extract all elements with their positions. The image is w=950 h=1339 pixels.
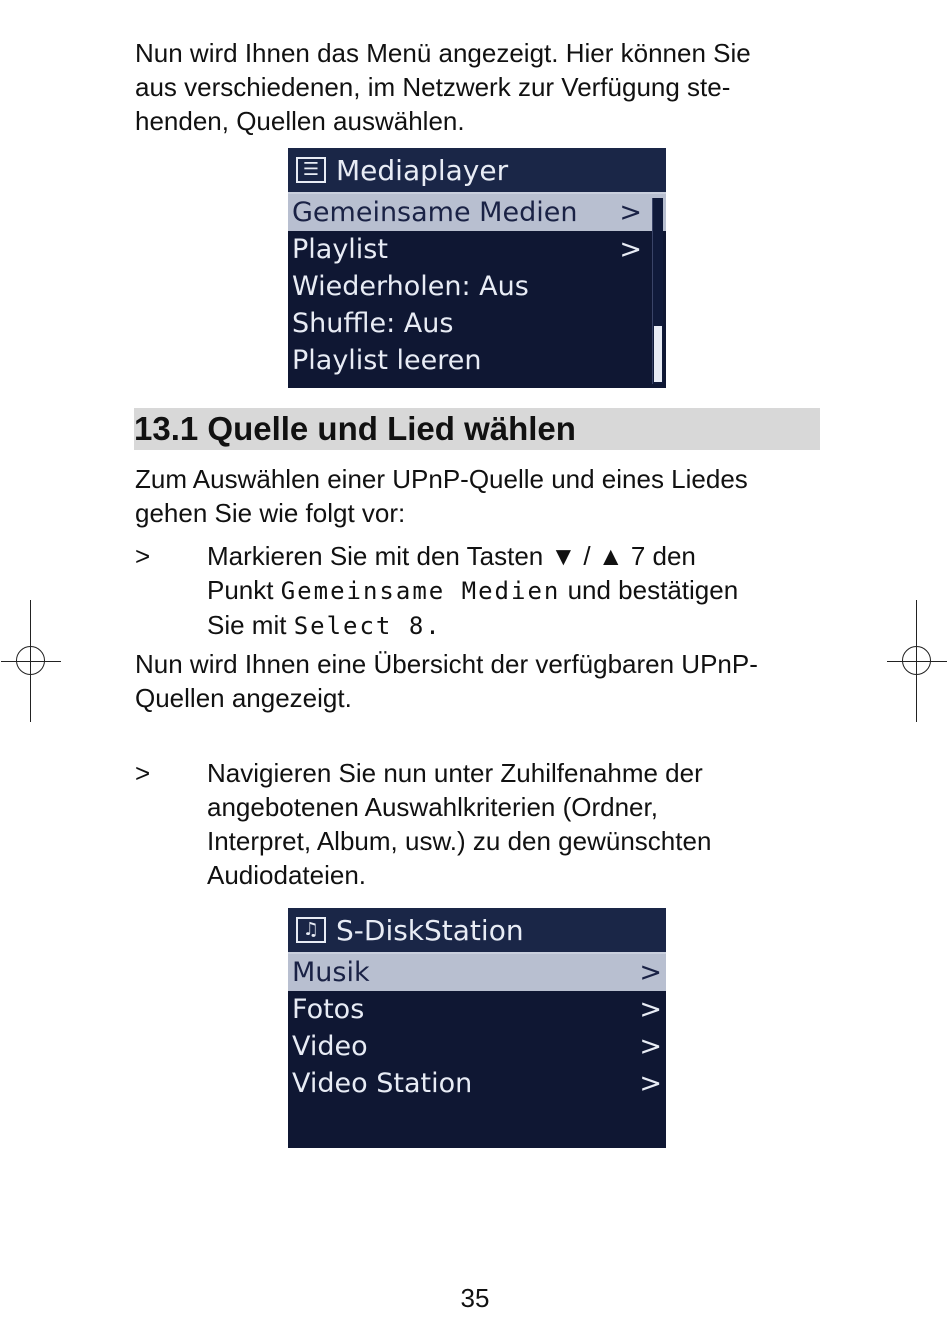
chevron-right-icon: > [639,994,662,1025]
intro-line-2: aus verschiedenen, im Netzwerk zur Verfügung ste- [135,72,731,102]
overview-line-1: Nun wird Ihnen eine Übersicht der verfügbaren UPnP- [135,649,758,679]
menu-item-label: Playlist [292,234,388,265]
menu-item-label: Video [292,1031,368,1062]
music-icon: ♫ [296,917,326,943]
scrollbar[interactable] [652,198,663,384]
page-number: 35 [460,1283,490,1313]
step-1-text [207,539,827,643]
step-1-line-3 [207,608,827,643]
menu-item-gemeinsame-medien[interactable] [288,194,666,231]
list-icon: ☰ [296,157,326,183]
diskstation-titlebar [288,908,666,954]
section-heading: 13.1 Quelle und Lied wählen [134,408,820,450]
menu-item-label: Playlist leeren [292,345,482,376]
menu-item-shuffle[interactable] [288,305,666,342]
section-intro-line-1: Zum Auswählen einer UPnP-Quelle und eines Liedes [135,464,748,494]
step-2-line-3: Interpret, Album, usw.) zu den gewünschten [207,826,712,856]
chevron-right-icon: > [619,197,642,228]
menu-item-video[interactable] [288,1028,666,1065]
step-2-text [207,756,827,892]
menu-item-video-station[interactable] [288,1065,666,1102]
step-1 [135,539,825,641]
mediaplayer-title: Mediaplayer [336,153,509,187]
menu-item-label: Gemeinsame Medien [292,197,578,228]
step-text: und bestätigen [560,575,739,605]
menu-item-label: Shuffle: Aus [292,308,454,339]
menu-item-label: Fotos [292,994,365,1025]
step-2-line-2: angebotenen Auswahlkriterien (Ordner, [207,792,658,822]
intro-line-1: Nun wird Ihnen das Menü angezeigt. Hier können Sie [135,38,751,68]
registration-mark-left [1,600,61,722]
step-text: Sie mit [207,610,294,640]
section-intro-line-2: gehen Sie wie folgt vor: [135,498,406,528]
menu-item-playlist[interactable] [288,231,666,268]
diskstation-title: S-DiskStation [336,913,524,947]
registration-mark-right [887,600,947,722]
step-2-line-4: Audiodateien. [207,860,367,890]
chevron-right-icon: > [639,1031,662,1062]
step-text: Markieren Sie mit den Tasten [207,541,551,571]
overview-line-2: Quellen angezeigt. [135,683,352,713]
step-1-line-2 [207,573,827,608]
mediaplayer-screen [288,148,666,388]
step-2 [135,756,825,892]
menu-item-label: Musik [292,957,370,988]
arrow-keys-symbols: ▼ / ▲ [550,541,624,571]
intro-paragraph [135,36,825,138]
menu-item-reference: Gemeinsame Medien [280,577,561,605]
step-text: 7 den [623,541,696,571]
step-1-line-1 [207,539,827,573]
menu-item-playlist-leeren[interactable] [288,342,666,379]
diskstation-screen [288,908,666,1148]
overview-paragraph [135,647,825,715]
step-marker: > [135,758,151,788]
menu-item-wiederholen[interactable] [288,268,666,305]
menu-item-label: Wiederholen: Aus [292,271,529,302]
menu-item-musik[interactable] [288,954,666,991]
step-text: Punkt [207,575,281,605]
menu-item-label: Video Station [292,1068,473,1099]
mediaplayer-titlebar [288,148,666,194]
chevron-right-icon: > [619,234,642,265]
step-marker: > [135,541,151,571]
chevron-right-icon: > [639,1068,662,1099]
chevron-right-icon: > [639,957,662,988]
section-intro-paragraph [135,462,825,530]
intro-line-3: henden, Quellen auswählen. [135,106,465,136]
scrollbar-thumb[interactable] [654,326,662,382]
menu-item-fotos[interactable] [288,991,666,1028]
key-reference: Select 8. [293,612,442,640]
step-2-line-1: Navigieren Sie nun unter Zuhilfenahme der [207,758,703,788]
